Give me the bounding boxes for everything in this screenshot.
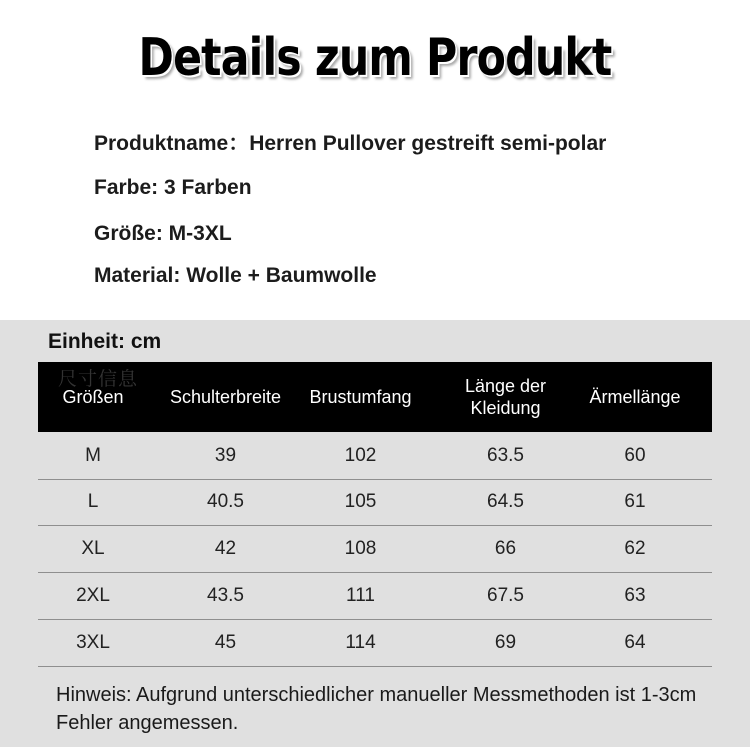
table-cell: 102 xyxy=(344,445,377,466)
table-cell: 114 xyxy=(345,632,376,653)
table-cell: 69 xyxy=(494,632,517,653)
table-cell: XL xyxy=(81,538,105,559)
column-header-size: Größen xyxy=(62,387,124,407)
table-cell: 42 xyxy=(214,538,237,559)
table-row xyxy=(38,479,712,526)
table-row xyxy=(38,526,712,573)
unit-label: Einheit: cm xyxy=(48,330,162,353)
table-cell: 2XL xyxy=(76,585,110,606)
table-cell: 40.5 xyxy=(207,491,244,512)
size-table-header xyxy=(38,362,712,432)
product-name-text: Produktname：Herren Pullover gestreift semi-polar xyxy=(94,132,607,155)
table-cell: 64.5 xyxy=(487,491,524,512)
table-cell: 43.5 xyxy=(207,585,244,606)
table-cell: 45 xyxy=(214,632,237,653)
table-cell: L xyxy=(87,491,99,512)
page-title: Details zum Produkt xyxy=(138,28,612,88)
table-cell: M xyxy=(85,445,101,466)
size-range-text: Größe: M-3XL xyxy=(94,222,232,245)
table-cell: 67.5 xyxy=(487,585,524,606)
table-cell: 62 xyxy=(624,538,646,559)
table-cell: 61 xyxy=(624,491,646,512)
table-cell: 105 xyxy=(344,491,377,512)
column-header-length: Länge der Kleidung xyxy=(464,376,547,418)
table-row xyxy=(38,620,712,667)
table-cell: 63.5 xyxy=(487,445,524,466)
table-cell: 3XL xyxy=(76,632,110,653)
product-details-section xyxy=(0,0,750,320)
table-cell: 111 xyxy=(346,585,375,606)
column-header-chest: Brustumfang xyxy=(309,387,412,407)
table-cell: 108 xyxy=(344,538,377,559)
column-header-shoulder-width: Schulterbreite xyxy=(169,387,282,407)
table-row xyxy=(38,573,712,620)
table-cell: 60 xyxy=(624,445,646,466)
size-info-watermark: 尺寸信息 xyxy=(58,368,139,390)
material-text: Material: Wolle + Baumwolle xyxy=(94,264,377,287)
column-header-sleeve-length: Ärmellänge xyxy=(589,387,681,407)
table-cell: 64 xyxy=(624,632,646,653)
table-row xyxy=(38,433,712,480)
measurement-note: Hinweis: Aufgrund unterschiedlicher manueller Messmethoden ist 1-3cm Fehler angemessen. xyxy=(56,684,697,734)
table-cell: 39 xyxy=(214,445,237,466)
table-cell: 66 xyxy=(494,538,517,559)
table-cell: 63 xyxy=(624,585,646,606)
color-text: Farbe: 3 Farben xyxy=(94,176,252,199)
